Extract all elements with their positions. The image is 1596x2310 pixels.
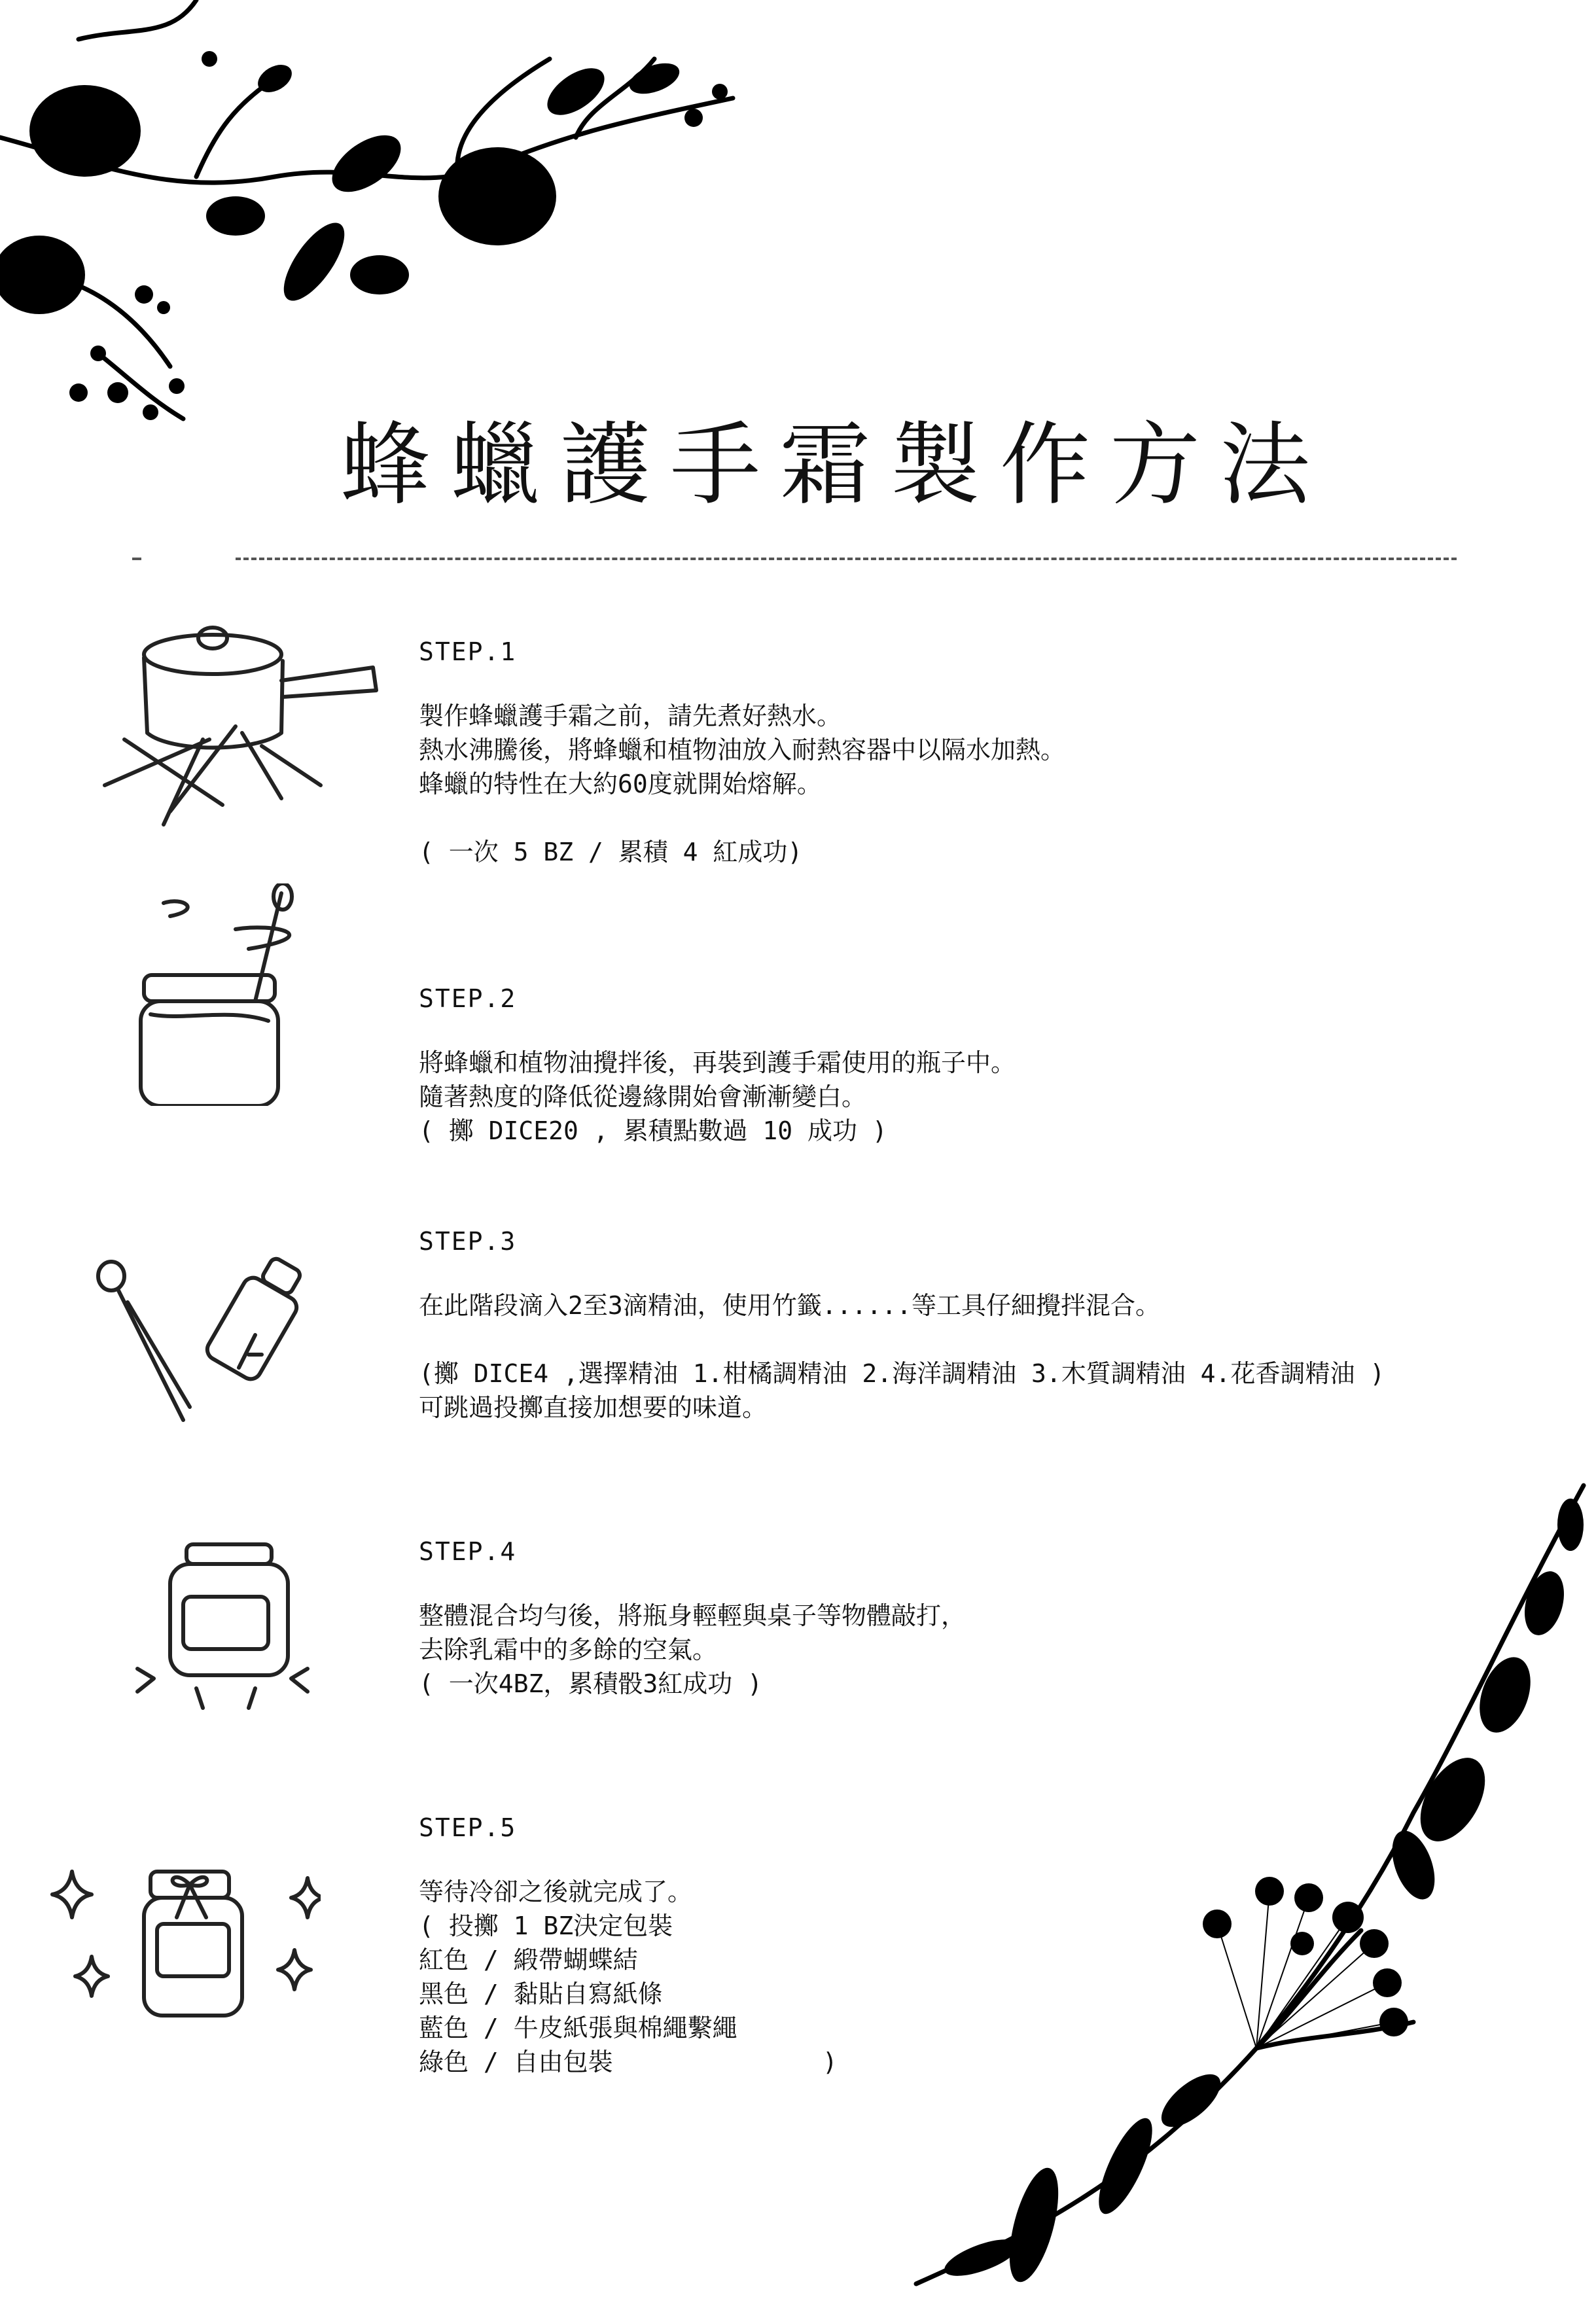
step-text: 紅色 / 緞帶蝴蝶結 (419, 1946, 638, 1974)
step-4 (419, 1535, 966, 1701)
jar-with-spoon-icon (131, 883, 321, 1106)
sparkling-jar-with-bow-icon (46, 1858, 321, 2042)
step-heading: STEP.2 (419, 984, 517, 1013)
step-text: ( 投擲 1 BZ決定包裝 (419, 1911, 673, 1940)
step-text: ( 一次 5 BZ / 累積 4 紅成功) (419, 838, 803, 866)
step-spacer (419, 801, 1065, 835)
step-text: 熱水沸騰後，將蜂蠟和植物油放入耐熱容器中以隔水加熱。 (419, 736, 1066, 764)
divider-tick (132, 558, 141, 560)
step-text: 去除乳霜中的多餘的空氣。 (419, 1635, 718, 1664)
step-heading: STEP.1 (419, 637, 517, 666)
step-text: 蜂蠟的特性在大約60度就開始熔解。 (419, 770, 822, 798)
step-text: ( 一次4BZ，累積骰3紅成功 ) (419, 1669, 763, 1698)
dropper-and-oil-bottle-icon (92, 1256, 314, 1433)
step-heading: STEP.5 (419, 1813, 517, 1842)
step-text: 可跳過投擲直接加想要的味道。 (419, 1393, 768, 1422)
tapping-jar-icon (124, 1538, 327, 1715)
step-2 (419, 982, 1016, 1148)
step-spacer (419, 1323, 1385, 1357)
step-text: 等待冷卻之後就完成了。 (419, 1877, 693, 1906)
page-title: 蜂蠟護手霜製作方法 (340, 412, 1330, 518)
step-text: (擲 DICE4 ,選擇精油 1.柑橘調精油 2.海洋調精油 3.木質調精油 4.花香調精油 ) (419, 1359, 1385, 1388)
step-text: 藍色 / 牛皮紙張與棉繩繫繩 (419, 2014, 737, 2042)
cooking-pot-over-fire-icon (92, 609, 393, 831)
step-heading: STEP.4 (419, 1537, 517, 1566)
step-text: 隨著熱度的降低從邊緣開始會漸漸變白。 (419, 1082, 867, 1111)
step-1 (419, 635, 1065, 869)
step-5 (419, 1811, 838, 2079)
step-text: 黑色 / 黏貼自寫紙條 (419, 1980, 663, 2008)
step-text: 在此階段滴入2至3滴精油，使用竹籤......等工具仔細攪拌混合。 (419, 1291, 1161, 1320)
step-3 (419, 1224, 1385, 1425)
step-text: 整體混合均勻後，將瓶身輕輕與桌子等物體敲打， (419, 1601, 966, 1630)
step-text: 製作蜂蠟護手霜之前，請先煮好熱水。 (419, 702, 842, 730)
step-heading: STEP.3 (419, 1227, 517, 1256)
floral-branch-bottom-right (903, 1472, 1596, 2307)
floral-branch-top-left (0, 0, 746, 458)
step-text: 將蜂蠟和植物油攪拌後，再裝到護手霜使用的瓶子中。 (419, 1048, 1016, 1077)
title-divider (236, 558, 1457, 560)
step-text: 綠色 / 自由包裝 ) (419, 2048, 838, 2076)
step-text: ( 擲 DICE20 , 累積點數過 10 成功 ) (419, 1116, 887, 1145)
